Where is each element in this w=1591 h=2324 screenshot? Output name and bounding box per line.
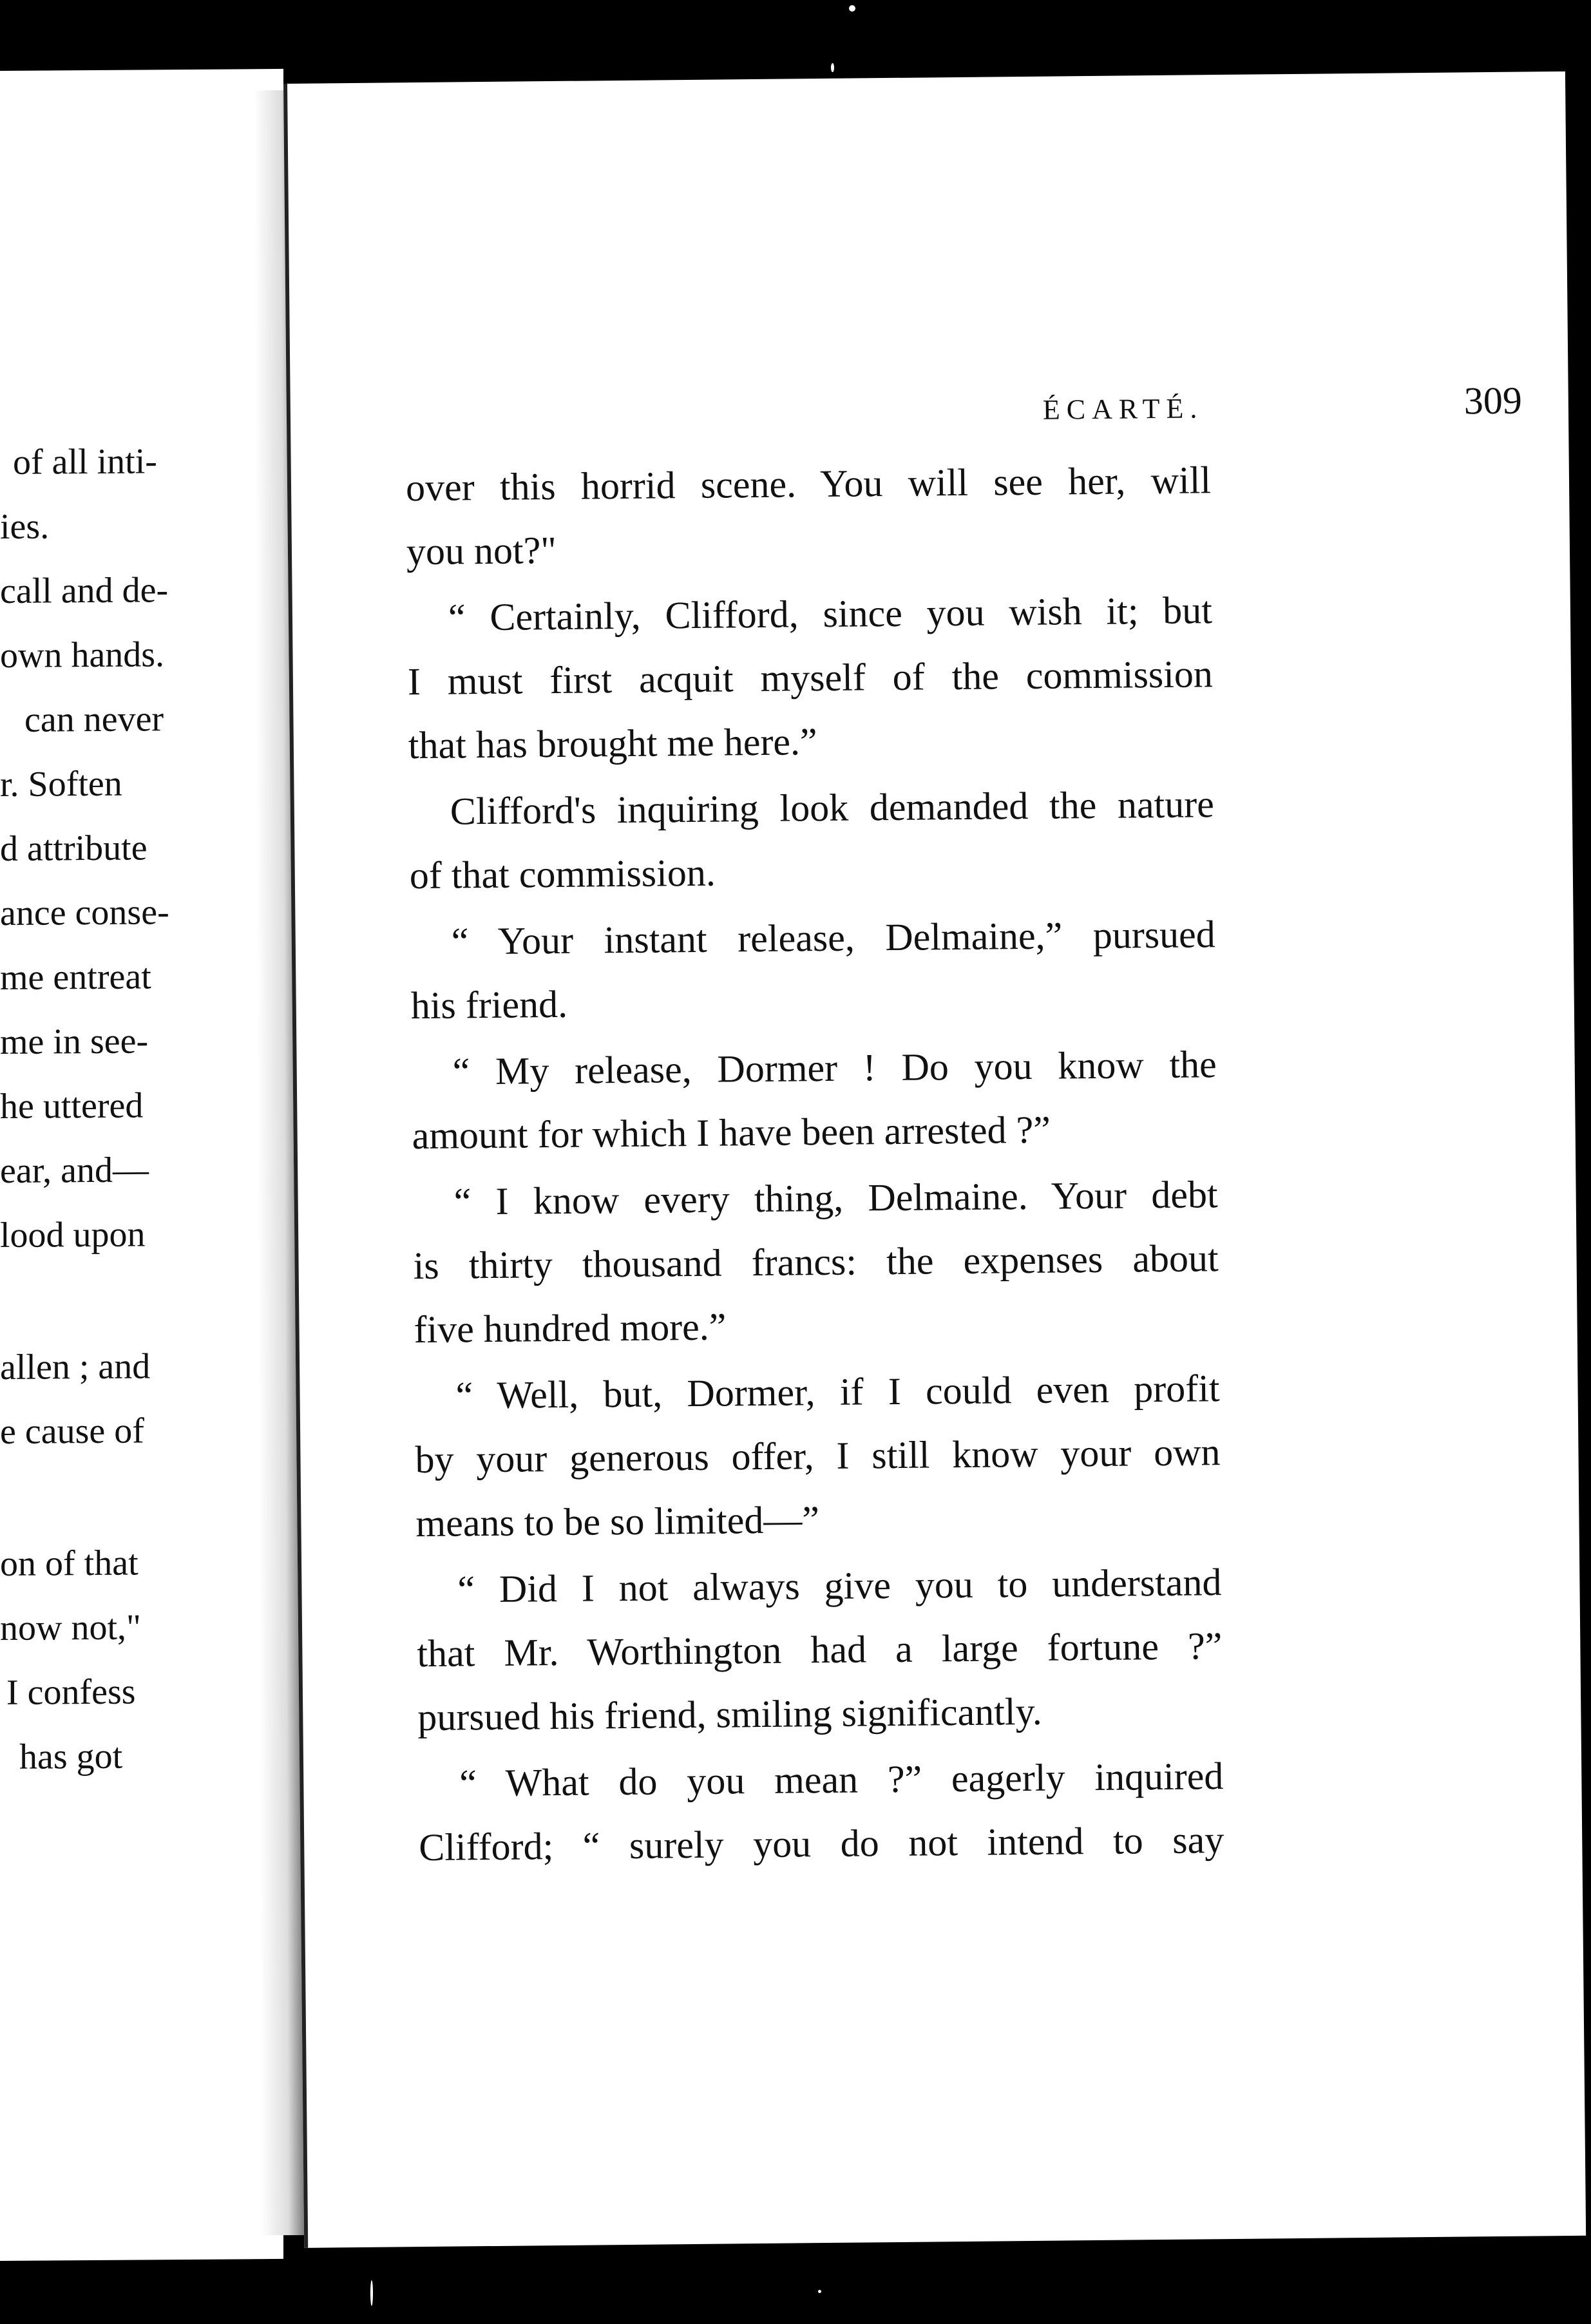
text-line: that Mr. Worthington had a large fortune ?” (417, 1624, 1223, 1675)
running-title: ÉCARTÉ. (1042, 392, 1204, 426)
text-line: “ Did I not always give you to understand (457, 1561, 1222, 1611)
left-line: ance conse- (0, 892, 169, 933)
left-line: own hands. (0, 634, 165, 676)
text-line: you not?" (406, 528, 557, 573)
left-facing-page (0, 69, 283, 2261)
text-line: means to be so limited—” (415, 1498, 820, 1545)
text-line: “ Well, but, Dormer, if I could even profit (455, 1367, 1220, 1417)
left-line: r. Soften (0, 763, 122, 805)
body-text (406, 448, 1224, 1880)
text-line: over this horrid scene. You will see her, will (405, 459, 1212, 510)
left-line: has got (19, 1736, 123, 1777)
text-line: Clifford; “ surely you do not intend to say (418, 1818, 1224, 1869)
text-line: of that commission. (409, 851, 716, 897)
left-line: ear, and— (0, 1150, 149, 1191)
scan-speck (831, 63, 834, 72)
text-line: his friend. (410, 982, 568, 1027)
text-line: I must first acquit myself of the commission (407, 652, 1214, 703)
left-line: call and de- (0, 570, 169, 611)
left-line: e cause of (0, 1411, 144, 1452)
left-line: ies. (0, 506, 50, 547)
text-line: “ I know every thing, Delmaine. Your debt (453, 1173, 1218, 1223)
left-line: allen ; and (0, 1346, 151, 1387)
left-line: now not," (0, 1607, 141, 1648)
text-line: is thirty thousand francs: the expenses about (413, 1237, 1219, 1288)
left-line: me entreat (0, 957, 151, 998)
text-line: “ Certainly, Clifford, since you wish it; but (448, 589, 1213, 639)
text-line: “ Your instant release, Delmaine,” pursued (451, 913, 1216, 963)
left-line: I confess (6, 1672, 136, 1713)
left-line: of all inti- (13, 441, 157, 482)
left-line: can never (24, 699, 164, 740)
text-line: pursued his friend, smiling significantly. (417, 1690, 1042, 1739)
text-line: that has brought me here.” (408, 720, 817, 767)
text-line: Clifford's inquiring look demanded the nature (450, 783, 1215, 833)
running-head (743, 378, 1542, 437)
left-line: d attribute (0, 828, 148, 869)
scan-speck (370, 2280, 373, 2306)
text-line: “ What do you mean ?” eagerly inquired (459, 1755, 1224, 1805)
page-number: 309 (1463, 379, 1523, 423)
left-line: me in see- (0, 1021, 149, 1062)
right-page (283, 71, 1586, 2248)
scan-speck (849, 5, 855, 12)
scan-speck (818, 2290, 821, 2293)
left-line: on of that (0, 1543, 138, 1584)
text-line: five hundred more.” (414, 1305, 727, 1351)
left-line: he uttered (0, 1085, 144, 1127)
text-line: “ My release, Dormer ! Do you know the (452, 1043, 1217, 1093)
left-line: lood upon (0, 1214, 146, 1255)
text-line: by your generous offer, I still know your own (415, 1431, 1221, 1481)
text-line: amount for which I have been arrested ?” (412, 1108, 1051, 1157)
